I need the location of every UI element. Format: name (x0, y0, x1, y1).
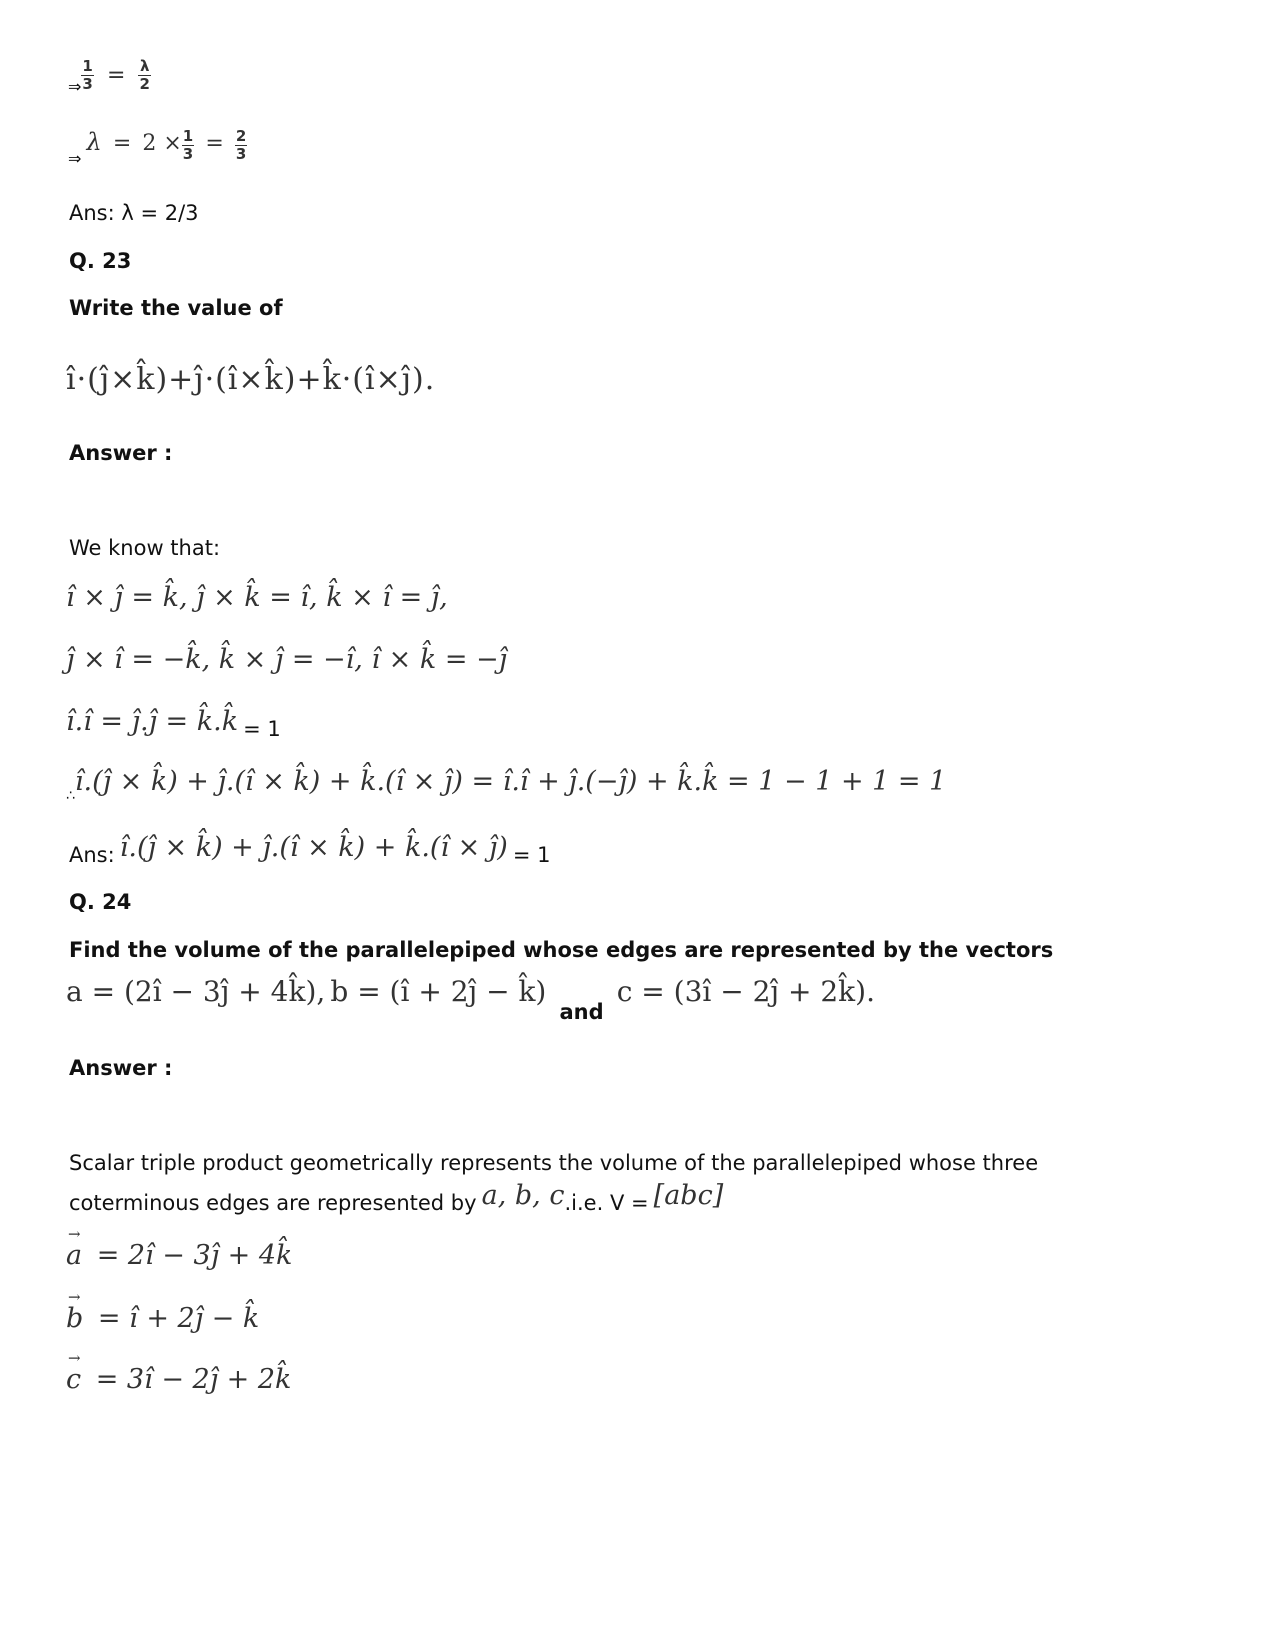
answer-heading-24: Answer : (69, 1056, 173, 1080)
cross-product-identities-1: î × ĵ = k̂, ĵ × k̂ = î, k̂ × î = ĵ, (66, 582, 448, 613)
equals-sign: = (205, 131, 224, 156)
equals-sign: = (106, 63, 126, 88)
step-2-equation (68, 128, 247, 168)
answer-heading-23: Answer : (69, 441, 173, 465)
dot-product-expression: î.î = ĵ.ĵ = k̂.k̂ (66, 706, 239, 737)
evaluation-expression: î.(ĵ × k̂) + ĵ.(î × k̂) + k̂.(î × ĵ) = î.î + ĵ.(−ĵ) + k̂.k̂ = 1 − 1 + 1 = 1 (74, 766, 947, 797)
vector-a-components: = 2î − 3ĵ + 4k̂ (96, 1240, 293, 1271)
scalar-triple-paragraph-line-1: Scalar triple product geometrically represents the volume of the parallelepiped whose three (69, 1151, 1039, 1175)
and-word: and (559, 1000, 604, 1024)
we-know-that: We know that: (69, 536, 221, 560)
vector-c-line (66, 1364, 291, 1395)
vector-a-definition: a = (2î − 3ĵ + 4k̂), (66, 975, 326, 1008)
vector-c-components: = 3î − 2ĵ + 2k̂ (95, 1364, 292, 1395)
vector-a-line (66, 1240, 292, 1271)
therefore-symbol: ∴ (66, 788, 75, 804)
step-1-equation (68, 58, 151, 96)
dot-product-result: = 1 (243, 717, 281, 741)
answer-expression: î.(ĵ × k̂) + ĵ.(î × k̂) + k̂.(î × ĵ) (119, 832, 508, 863)
dot-product-identities (66, 706, 281, 741)
coterminous-text: coterminous edges are represented by (69, 1191, 477, 1215)
question-23-prompt: Write the value of (69, 296, 283, 320)
lambda-symbol: λ (86, 128, 102, 156)
vector-c-definition: c = (3î − 2ĵ + 2k̂). (616, 975, 875, 1008)
question-24-vectors (66, 975, 875, 1024)
question-number-24: Q. 24 (69, 890, 132, 914)
ie-volume-text: .i.e. V = (564, 1191, 649, 1215)
ans-label: Ans: (69, 843, 115, 867)
fraction-lambda-half: $\frac{\lambda}{2}$ (139, 57, 150, 93)
question-number-23: Q. 23 (69, 249, 132, 273)
answer-line-q23 (69, 832, 551, 867)
fraction-two-thirds: $\frac{2}{3}$ (235, 127, 247, 163)
vector-b-components: = î + 2ĵ − k̂ (97, 1303, 260, 1334)
vector-b-definition: b = (î + 2ĵ − k̂) (330, 975, 547, 1008)
question-24-prompt: Find the volume of the parallelepiped whose edges are represented by the vectors (69, 938, 1054, 962)
evaluation-line (66, 766, 946, 804)
fraction-one-third: $\frac{1}{3}$ (82, 57, 93, 93)
equals-sign: = (112, 131, 132, 156)
implies-arrow: ⇒ (68, 77, 82, 96)
two-times: 2 × (142, 131, 182, 156)
fraction-one-third: $\frac{1}{3}$ (182, 127, 194, 163)
vector-b-line (66, 1303, 259, 1334)
vectors-abc: a, b, c (481, 1180, 565, 1211)
vector-c-symbol: → c (66, 1364, 81, 1395)
answer-line-q22: Ans: λ = 2/3 (69, 201, 199, 225)
vector-b-symbol: → b (66, 1303, 83, 1334)
cross-product-identities-2: ĵ × î = −k̂, k̂ × ĵ = −î, î × k̂ = −ĵ (66, 644, 508, 675)
question-23-expression: î·(ĵ×k̂)+ĵ·(î×k̂)+k̂·(î×ĵ). (66, 362, 436, 397)
box-product-abc: [abc] (653, 1180, 724, 1211)
answer-result: = 1 (512, 843, 551, 867)
implies-arrow: ⇒ (68, 149, 82, 168)
vector-a-symbol: → a (66, 1240, 82, 1271)
scalar-triple-paragraph-line-2 (69, 1180, 723, 1215)
